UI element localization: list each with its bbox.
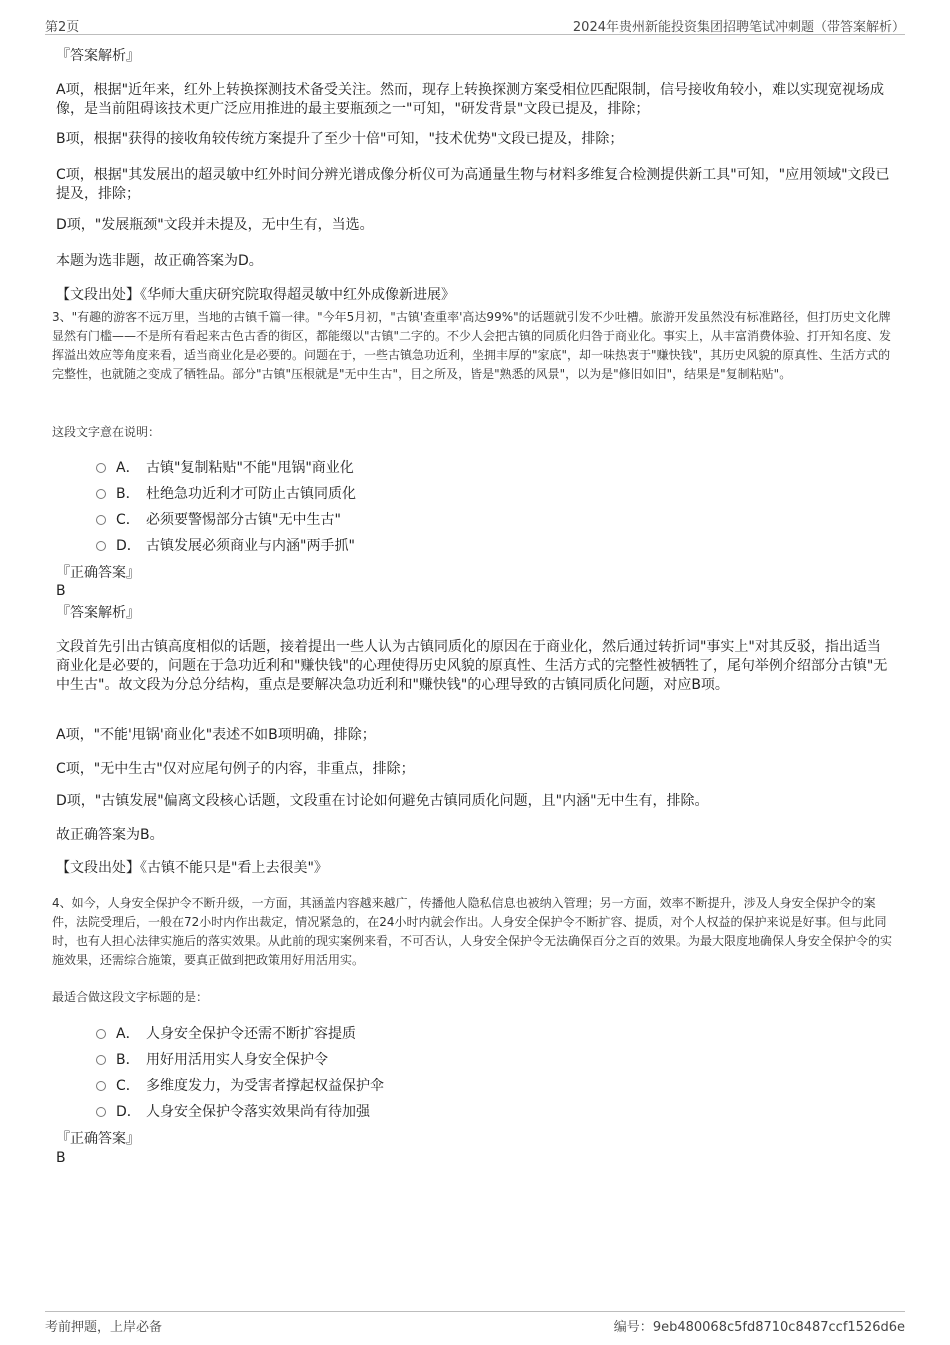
radio-icon[interactable] [96,515,106,525]
q3-answer-title: 『正确答案』 [56,565,140,581]
q4-option-a[interactable]: A． 人身安全保护令还需不断扩容提质 [96,1024,356,1044]
q4-answer: B [56,1150,66,1166]
radio-icon[interactable] [96,463,106,473]
document-title: 2024年贵州新能投资集团招聘笔试冲刺题（带答案解析） [572,20,905,35]
q3-question: 这段文字意在说明： [52,425,161,439]
q2-analysis-a: A项，根据"近年来，红外上转换探测技术备受关注。然而，现存上转换探测方案受相位匹配限制，信号接收角较小，难以实现宽视场成像，是当前阻碍该技术更广泛应用推进的最主要瓶颈之一"可知，"研发背景"文段已提及，排除； [56,82,885,117]
q2-analysis-d: D项，"发展瓶颈"文段并未提及，无中生有，当选。 [56,217,374,233]
q2-conclusion: 本题为选非题，故正确答案为D。 [56,253,263,269]
radio-icon[interactable] [96,489,106,499]
q4-option-b[interactable]: B． 用好用活用实人身安全保护令 [96,1050,328,1070]
q3-analysis-a: A项，"不能'甩锅'商业化"表述不如B项明确，排除； [56,727,376,743]
page-footer [45,1311,905,1336]
q3-option-a[interactable]: A． 古镇"复制粘贴"不能"甩锅"商业化 [96,458,354,478]
q2-source: 【文段出处】《华师大重庆研究院取得超灵敏中红外成像新进展》 [56,287,455,303]
q2-analysis-title: 『答案解析』 [56,48,140,64]
q3-conclusion: 故正确答案为B。 [56,827,164,843]
radio-icon[interactable] [96,1029,106,1039]
radio-icon[interactable] [96,541,106,551]
q4-answer-title: 『正确答案』 [56,1131,140,1147]
q3-option-c[interactable]: C． 必须要警惕部分古镇"无中生古" [96,510,341,530]
q2-analysis-b: B项，根据"获得的接收角较传统方案提升了至少十倍"可知，"技术优势"文段已提及，排除； [56,131,624,147]
page-header [45,14,905,35]
q4-option-c[interactable]: C． 多维度发力，为受害者撑起权益保护伞 [96,1076,384,1096]
q3-analysis-c: C项，"无中生古"仅对应尾句例子的内容，非重点，排除； [56,761,415,777]
q3-stem: 3、"有趣的游客不远万里，当地的古镇千篇一律。"今年5月初，"古镇'查重率'高达99%"的话题就引发不少吐槽。旅游开发虽然没有标准路径，但打历史文化牌显然有门槛——不是所有看起来古色古香的街区，都能缀以"古镇"二字的。不少人会把古镇的同质化归咎于商业化。事实上，从丰富消费体验、打开知名度、发挥溢出效应等角度来看，适当商业化是必要的。问题在于，一些古镇急功近利，坐拥丰厚的"家底"，却一味热衷于"赚快钱"，其历史风貌的原真性、生活方式的完整性，也就随之变成了牺牲品。部分"古镇"压根就是"无中生古"，目之所及，皆是"熟悉的风景"，以为是"修旧如旧"，结果是"复制粘贴"。 [52,310,892,381]
code-label: 编号： [613,1320,653,1335]
q3-analysis: 文段首先引出古镇高度相似的话题，接着提出一些人认为古镇同质化的原因在于商业化，然后通过转折词"事实上"对其反驳，指出适当商业化是必要的，问题在于急功近利和"赚快钱"的心理使得历史风貌的原真性、生活方式的完整性被牺牲了，尾句举例介绍部分古镇"无中生古"。故文段为分总分结构，重点是要解决急功近利和"赚快钱"的心理导致的古镇同质化问题，对应B项。 [56,639,888,693]
radio-icon[interactable] [96,1055,106,1065]
q3-analysis-title: 『答案解析』 [56,605,140,621]
page-number: 第2页 [45,20,80,35]
radio-icon[interactable] [96,1081,106,1091]
q4-stem: 4、如今，人身安全保护令不断升级，一方面，其涵盖内容越来越广，传播他人隐私信息也被纳入管理；另一方面，效率不断提升，涉及人身安全保护令的案件，法院受理后，一般在72小时内作出裁定，情况紧急的，在24小时内就会作出。人身安全保护令不断扩容、提质，对个人权益的保护来说是好事。但与此同时，也有人担心法律实施后的落实效果。从此前的现实案例来看，不可否认，人身安全保护令无法确保百分之百的效果。为最大限度地确保人身安全保护令的实施效果，还需综合施策，要真正做到把政策用好用活用实。 [52,896,893,967]
q3-analysis-d: D项，"古镇发展"偏离文段核心话题，文段重在讨论如何避免古镇同质化问题，且"内涵"无中生有，排除。 [56,793,709,809]
q4-option-d[interactable]: D． 人身安全保护令落实效果尚有待加强 [96,1102,370,1122]
q3-source: 【文段出处】《古镇不能只是"看上去很美"》 [56,860,328,876]
footer-slogan: 考前押题，上岸必备 [45,1320,163,1335]
q2-analysis-c: C项，根据"其发展出的超灵敏中红外时间分辨光谱成像分析仪可为高通量生物与材料多维复合检测提供新工具"可知，"应用领域"文段已提及，排除； [56,167,890,202]
radio-icon[interactable] [96,1107,106,1117]
document-code [614,1316,905,1335]
q3-option-b[interactable]: B． 杜绝急功近利才可防止古镇同质化 [96,484,356,504]
q4-question: 最适合做这段文字标题的是： [52,990,209,1004]
code-value: 9eb480068c5fd8710c8487ccf1526d6e [652,1320,905,1335]
q3-option-d[interactable]: D． 古镇发展必须商业与内涵"两手抓" [96,536,355,556]
q3-answer: B [56,583,66,599]
